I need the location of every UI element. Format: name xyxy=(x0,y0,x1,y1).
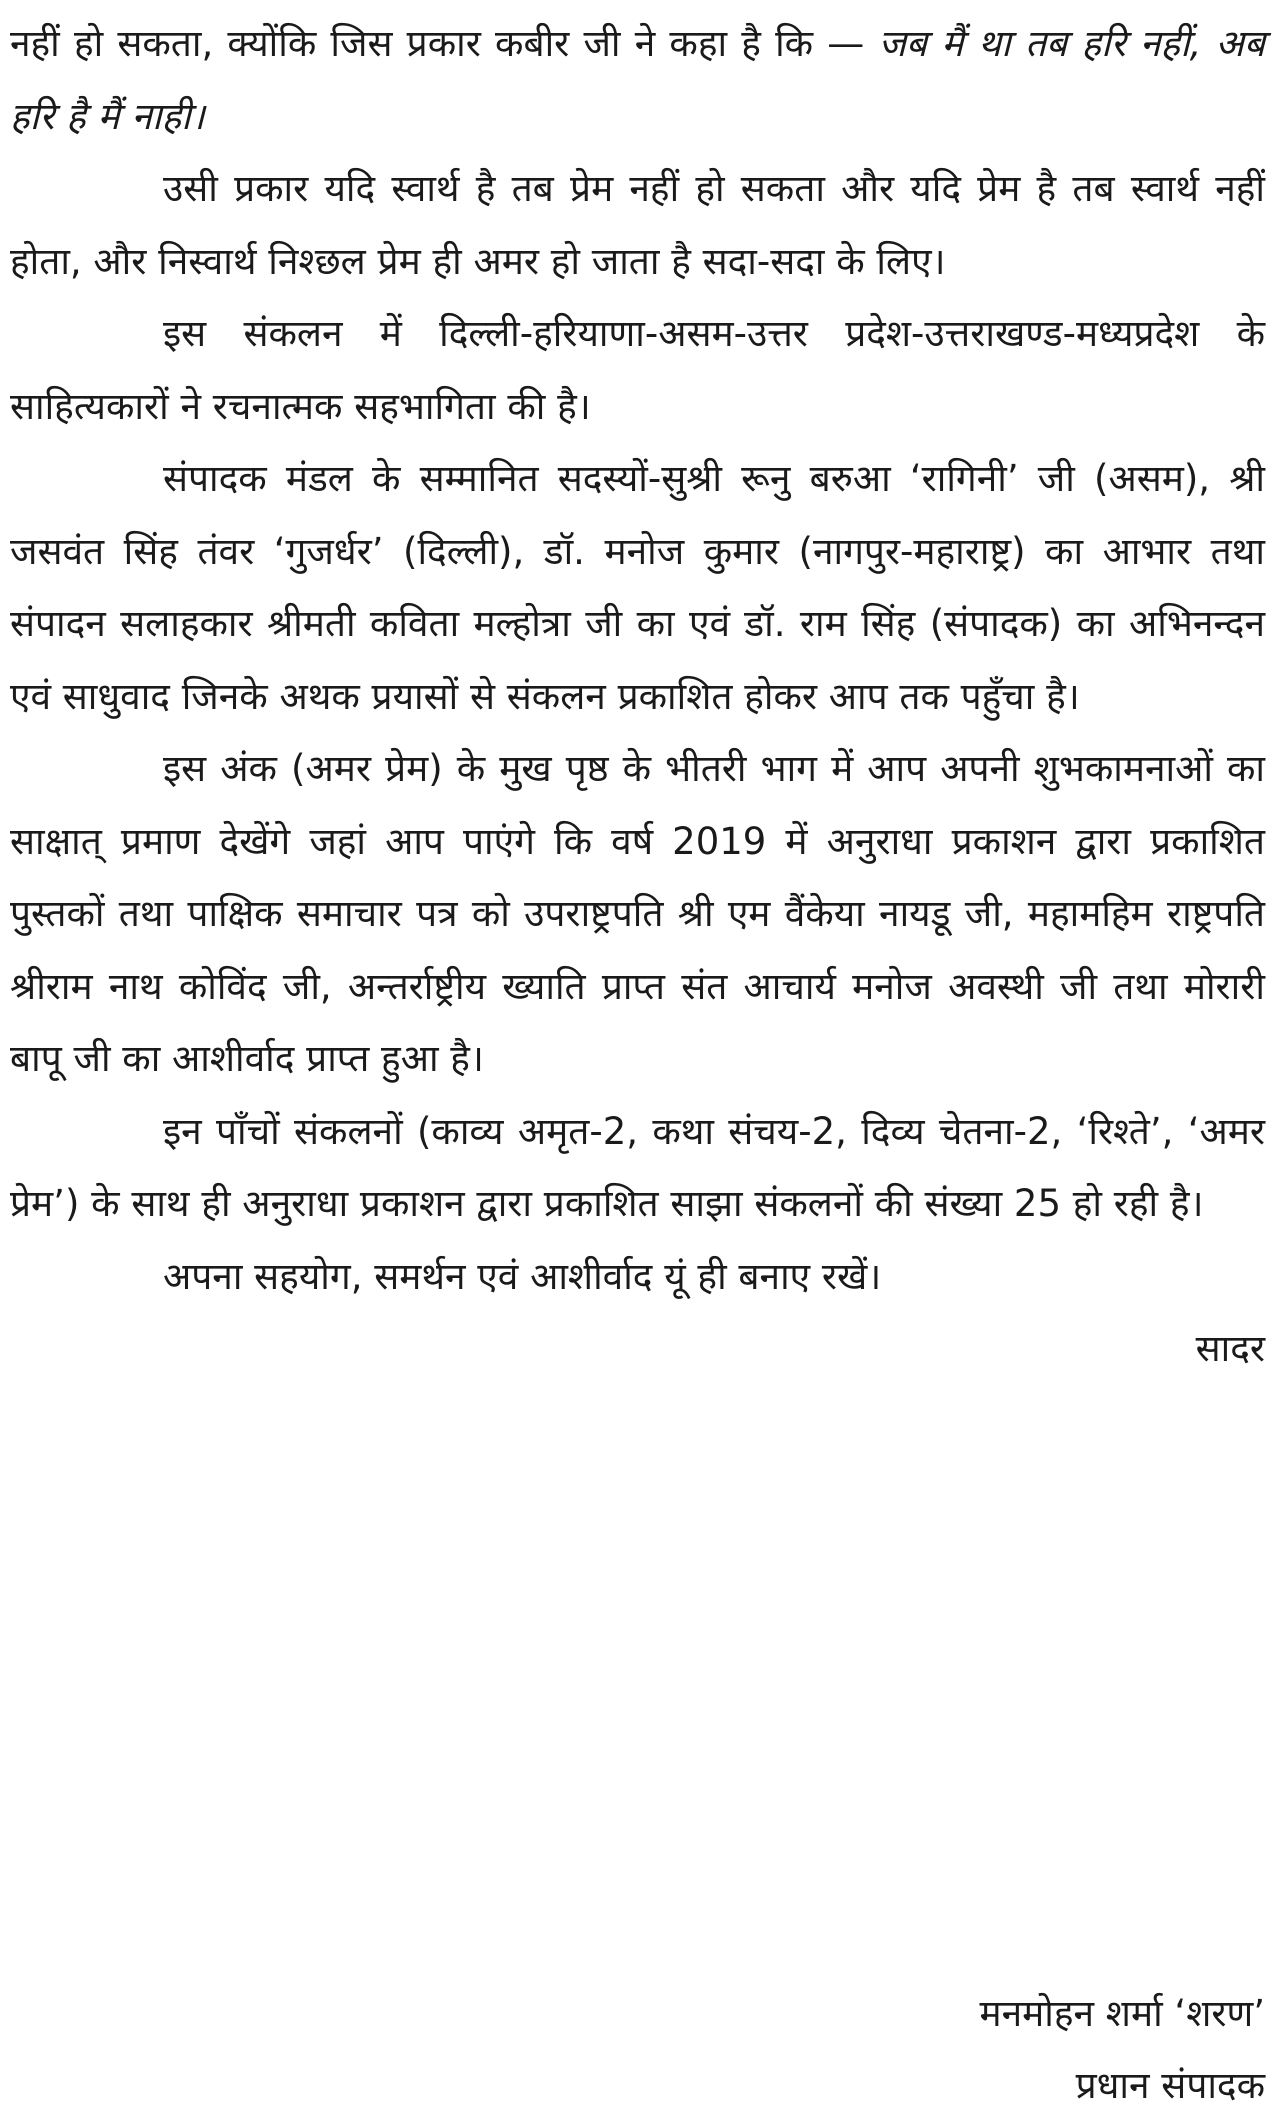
signature-title: प्रधान संपादक xyxy=(1075,2064,1265,2107)
paragraph-3: इस संकलन में दिल्ली-हरियाणा-असम-उत्तर प्रदेश-उत्तराखण्ड-मध्यप्रदेश के साहित्यकारों ने रचनात्मक सहभागिता की है। xyxy=(10,312,1265,428)
paragraph-2: उसी प्रकार यदि स्वार्थ है तब प्रेम नहीं हो सकता और यदि प्रेम है तब स्वार्थ नहीं होता, और निस्वार्थ निश्छल प्रेम ही अमर हो जाता है सदा-सदा के लिए। xyxy=(10,167,1265,283)
kabir-quote: जब मैं था तब हरि नहीं, अब हरि है मैं नाही। xyxy=(10,22,1265,138)
paragraph-1-text: नहीं हो सकता, क्योंकि जिस प्रकार कबीर जी ने कहा है कि — xyxy=(10,22,879,65)
paragraph-4: संपादक मंडल के सम्मानित सदस्यों-सुश्री रूनु बरुआ ‘रागिनी’ जी (असम), श्री जसवंत सिंह तंवर ‘गुजर्धर’ (दिल्ली), डॉ. मनोज कुमार (नागपुर-महाराष्ट्र) का आभार तथा संपादन सलाहकार श्रीमती कविता मल्होत्रा जी का एवं डॉ. राम सिंह (संपादक) का अभिनन्दन एवं साधुवाद जिनके अथक प्रयासों से संकलन प्रकाशित होकर आप तक पहुँचा है। xyxy=(10,457,1265,718)
closing-salutation: सादर xyxy=(1195,1327,1265,1370)
paragraph-1 xyxy=(10,8,1265,153)
paragraph-7: अपना सहयोग, समर्थन एवं आशीर्वाद यूं ही बनाए रखें। xyxy=(163,1254,882,1298)
paragraph-6: इन पाँचों संकलनों (काव्य अमृत-2, कथा संचय-2, दिव्य चेतना-2, ‘रिश्ते’, ‘अमर प्रेम’) के साथ ही अनुराधा प्रकाशन द्वारा प्रकाशित साझा संकलनों की संख्या 25 हो रही है। xyxy=(10,1109,1265,1225)
signature-name: मनमोहन शर्मा ‘शरण’ xyxy=(979,1992,1265,2035)
signature-block xyxy=(979,1978,1265,2122)
body-text xyxy=(10,8,1265,1386)
paragraph-5: इस अंक (अमर प्रेम) के मुख पृष्ठ के भीतरी भाग में आप अपनी शुभकामनाओं का साक्षात् प्रमाण देखेंगे जहां आप पाएंगे कि वर्ष 2019 में अनुराधा प्रकाशन द्वारा प्रकाशित पुस्तकों तथा पाक्षिक समाचार पत्र को उपराष्ट्रपति श्री एम वैंकेया नायडू जी, महामहिम राष्ट्रपति श्रीराम नाथ कोविंद जी, अन्तर्राष्ट्रीय ख्याति प्राप्त संत आचार्य मनोज अवस्थी जी तथा मोरारी बापू जी का आशीर्वाद प्राप्त हुआ है। xyxy=(10,747,1265,1080)
